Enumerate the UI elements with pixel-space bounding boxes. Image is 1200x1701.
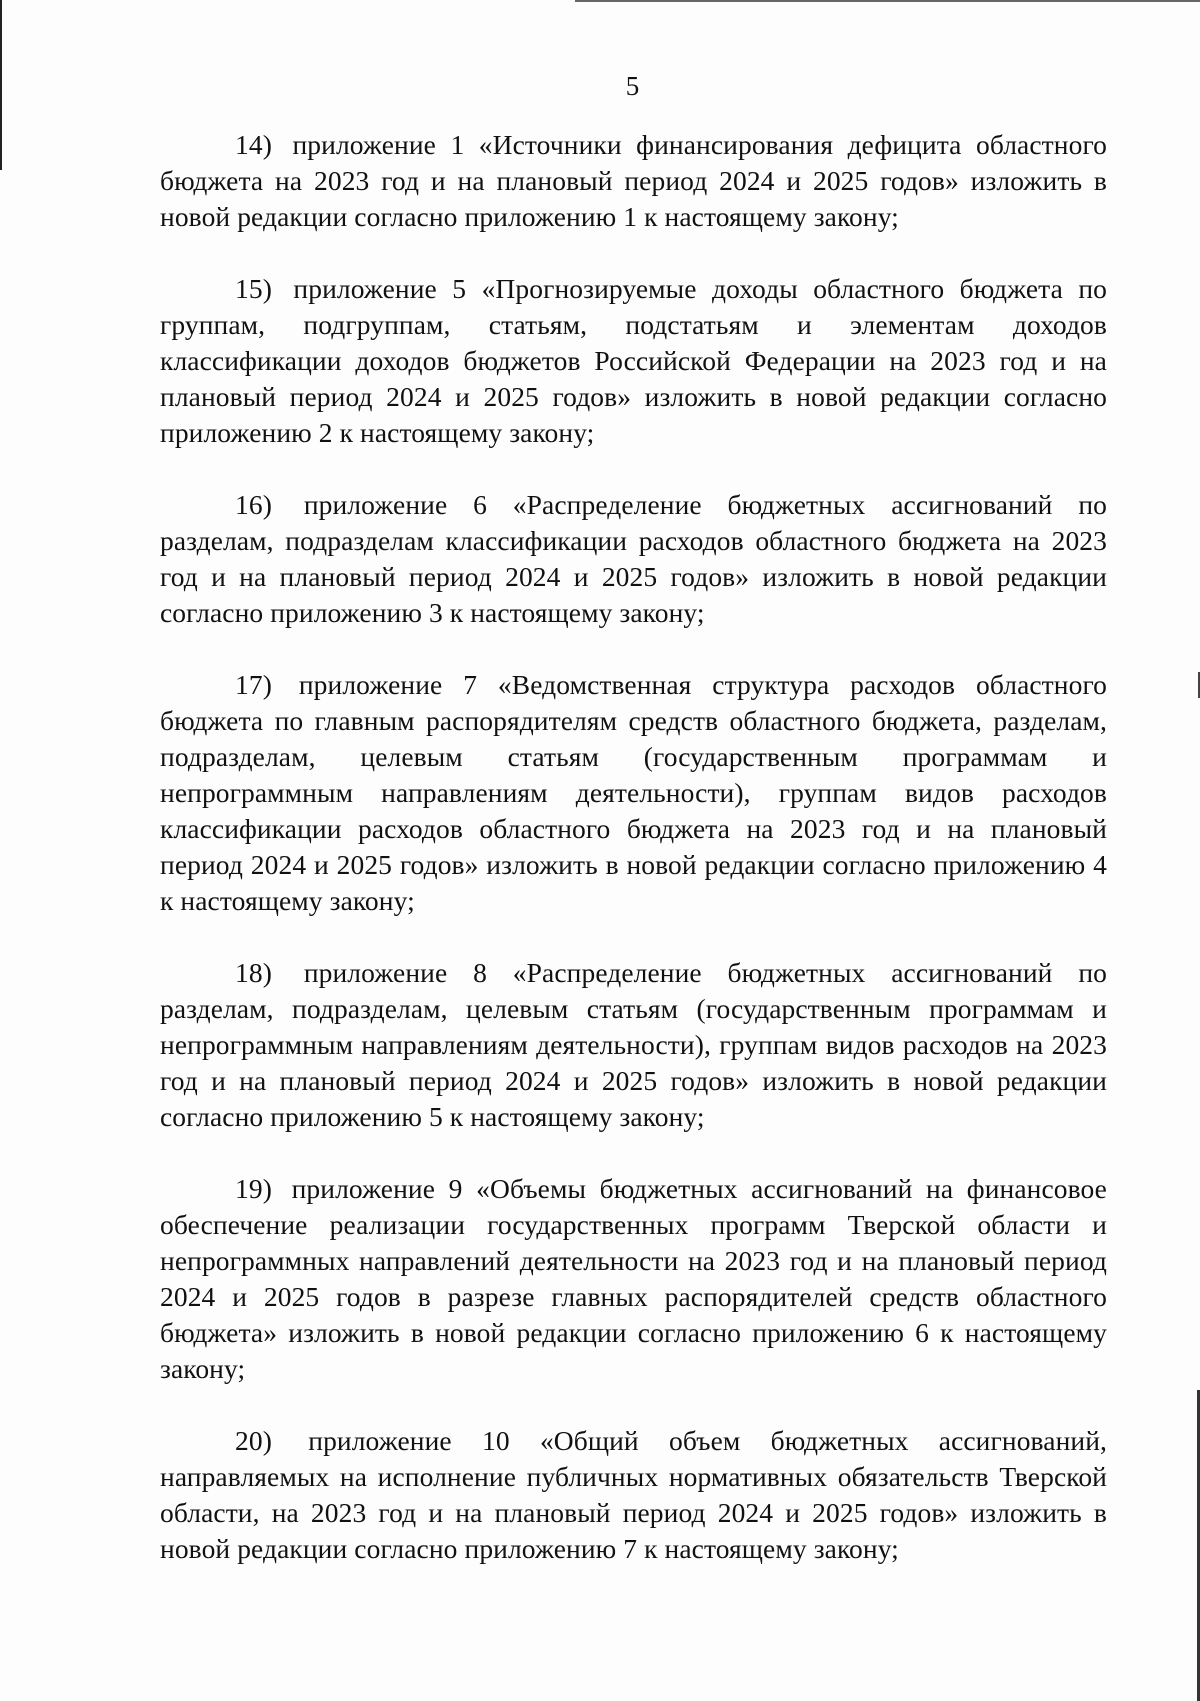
item-text: приложение 6 «Распределение бюджетных ассигнований по разделам, подразделам классификации расходов областного бюджета на 2023 год и на плановый период 2024 и 2025 годов» изложить в новой редакции согласно приложению 3 к настоящему закону; — [160, 489, 1107, 628]
amendment-item — [160, 1171, 1107, 1387]
item-number: 18) — [235, 957, 272, 988]
item-number: 19) — [235, 1173, 272, 1204]
item-number: 17) — [235, 669, 272, 700]
amendment-item — [160, 127, 1107, 235]
item-number: 14) — [235, 129, 272, 160]
amendment-item — [160, 487, 1107, 631]
item-text: приложение 10 «Общий объем бюджетных ассигнований, направляемых на исполнение публичных нормативных обязательств Тверской области, на 2023 год и на плановый период 2024 и 2025 годов» изложить в новой редакции согласно приложению 7 к настоящему закону; — [160, 1425, 1108, 1564]
item-number: 20) — [235, 1425, 272, 1456]
amendment-item — [160, 271, 1107, 451]
item-text: приложение 8 «Распределение бюджетных ассигнований по разделам, подразделам, целевым статьям (государственным программам и непрограммным направлениям деятельности), группам видов расходов на 2023 год и на плановый период 2024 и 2025 годов» изложить в новой редакции согласно приложению 5 к настоящему закону; — [160, 957, 1107, 1132]
amendment-item — [160, 1423, 1107, 1567]
item-text: приложение 9 «Объемы бюджетных ассигнований на финансовое обеспечение реализации государственных программ Тверской области и непрограммных направлений деятельности на 2023 год и на плановый период 2024 и 2025 годов в разрезе главных распорядителей средств областного бюджета» изложить в новой редакции согласно приложению 6 к настоящему закону; — [160, 1173, 1107, 1384]
item-text: приложение 1 «Источники финансирования дефицита областного бюджета на 2023 год и на плановый период 2024 и 2025 годов» изложить в новой редакции согласно приложению 1 к настоящему закону; — [160, 129, 1107, 232]
amendment-item — [160, 667, 1107, 919]
item-text: приложение 5 «Прогнозируемые доходы областного бюджета по группам, подгруппам, статьям, подстатьям и элементам доходов классификации доходов бюджетов Российской Федерации на 2023 год и на плановый период 2024 и 2025 годов» изложить в новой редакции согласно приложению 2 к настоящему закону; — [160, 273, 1107, 448]
item-number: 15) — [235, 273, 272, 304]
scan-edge-top — [575, 0, 1200, 2]
item-number: 16) — [235, 489, 272, 520]
item-text: приложение 7 «Ведомственная структура расходов областного бюджета по главным распорядителям средств областного бюджета, разделам, подразделам, целевым статьям (государственным программам и непрограммным направлениям деятельности), группам видов расходов классификации расходов областного бюджета на 2023 год и на плановый период 2024 и 2025 годов» изложить в новой редакции согласно приложению 4 к настоящему закону; — [160, 669, 1108, 916]
amendment-item — [160, 955, 1107, 1135]
amendment-list — [160, 127, 1107, 1603]
page-number: 5 — [625, 71, 640, 101]
